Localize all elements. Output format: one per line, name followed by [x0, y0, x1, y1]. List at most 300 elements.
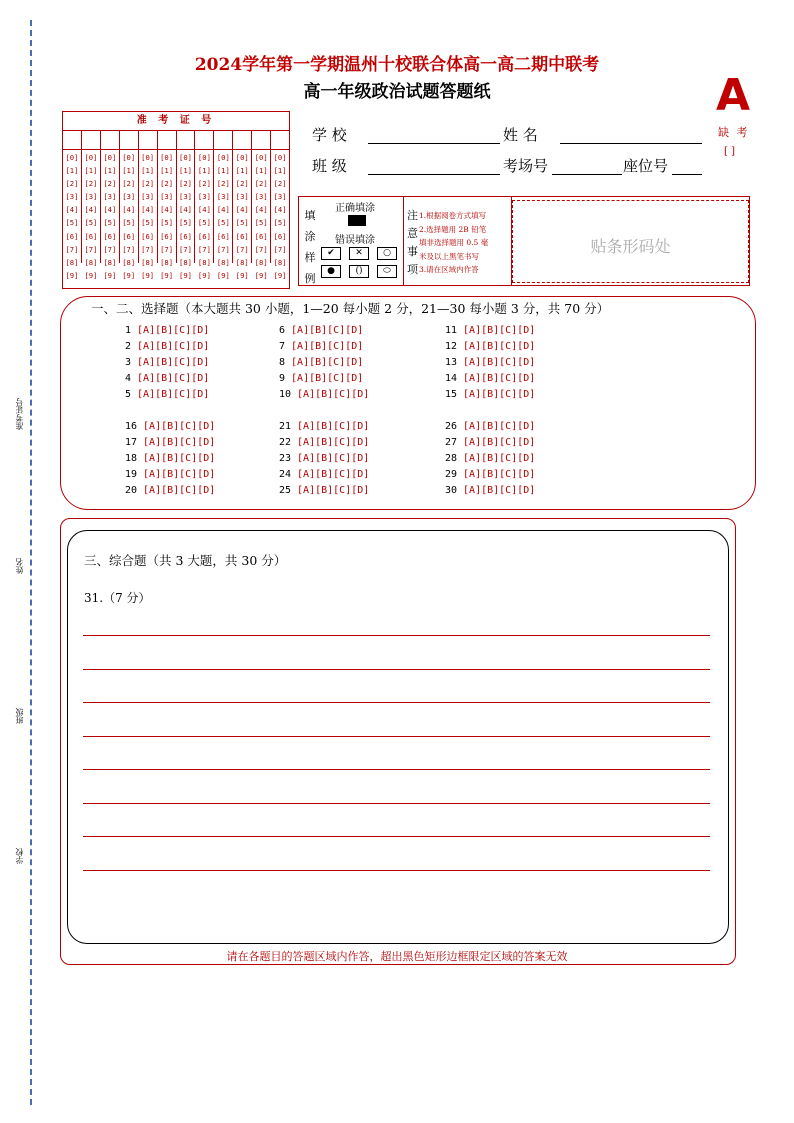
answer-bubbles[interactable]: [A][B][C][D]: [297, 453, 370, 464]
admission-digit-column: [214, 131, 233, 280]
answer-bubbles[interactable]: [A][B][C][D]: [143, 437, 216, 448]
digit-bubble[interactable]: [9]: [84, 270, 98, 280]
admission-digit-bubbles: [139, 150, 157, 282]
digit-bubble[interactable]: [2]: [122, 179, 136, 189]
digit-bubble[interactable]: [7]: [65, 244, 79, 254]
note-item: 1.根据阅卷方式填写: [419, 211, 487, 220]
exam-title: 2024学年第一学期温州十校联合体高一高二期中联考: [194, 55, 600, 75]
choice-question-6: [273, 325, 363, 336]
digit-bubble[interactable]: [3]: [216, 192, 230, 202]
margin-label-name: 姓名: [15, 558, 24, 574]
digit-bubble[interactable]: [4]: [65, 205, 79, 215]
admission-digit-write-box[interactable]: [120, 131, 138, 150]
question-number: 2: [124, 341, 131, 352]
school-field[interactable]: [368, 143, 500, 144]
digit-bubble[interactable]: [8]: [103, 257, 117, 267]
margin-label-class: 班级: [15, 708, 24, 724]
digit-bubble[interactable]: [7]: [197, 244, 211, 254]
answer-bubbles[interactable]: [A][B][C][D]: [297, 437, 370, 448]
question-number: 19: [124, 469, 137, 480]
digit-bubble[interactable]: [1]: [197, 166, 211, 176]
question-number: 4: [124, 373, 131, 384]
answer-line: [83, 702, 710, 703]
admission-digit-column: [63, 131, 82, 280]
digit-bubble[interactable]: [3]: [65, 192, 79, 202]
question-number: 14: [444, 373, 457, 384]
question-number: 18: [124, 453, 137, 464]
admission-digit-bubbles: [233, 150, 251, 282]
note-item: 3.请在区域内作答: [419, 265, 479, 274]
answer-bubbles[interactable]: [A][B][C][D]: [143, 469, 216, 480]
digit-bubble[interactable]: [1]: [235, 166, 249, 176]
digit-bubble[interactable]: [0]: [84, 153, 98, 162]
answer-bubbles[interactable]: [A][B][C][D]: [463, 453, 536, 464]
question-number: 23: [278, 453, 291, 464]
digit-bubble[interactable]: [1]: [141, 166, 155, 176]
question-number: 11: [444, 325, 457, 336]
digit-bubble[interactable]: [2]: [84, 179, 98, 189]
digit-bubble[interactable]: [7]: [235, 244, 249, 254]
digit-bubble[interactable]: [3]: [141, 192, 155, 202]
question-number: 27: [444, 437, 457, 448]
choice-question-4: [119, 373, 209, 384]
digit-bubble[interactable]: [5]: [273, 218, 287, 228]
digit-bubble[interactable]: [1]: [160, 166, 174, 176]
digit-bubble[interactable]: [6]: [235, 231, 249, 241]
answer-line: [83, 736, 710, 737]
digit-bubble[interactable]: [5]: [160, 218, 174, 228]
digit-bubble[interactable]: [2]: [141, 179, 155, 189]
digit-bubble[interactable]: [4]: [84, 205, 98, 215]
answer-bubbles[interactable]: [A][B][C][D]: [463, 469, 536, 480]
digit-bubble[interactable]: [6]: [254, 231, 268, 241]
answer-bubbles[interactable]: [A][B][C][D]: [297, 485, 370, 496]
answer-bubbles[interactable]: [A][B][C][D]: [463, 325, 536, 336]
essay-answer-area[interactable]: [67, 530, 729, 944]
digit-bubble[interactable]: [3]: [273, 192, 287, 202]
digit-bubble[interactable]: [9]: [197, 270, 211, 280]
answer-bubbles[interactable]: [A][B][C][D]: [297, 469, 370, 480]
question-number: 1: [124, 325, 131, 336]
digit-bubble[interactable]: [4]: [273, 205, 287, 215]
question-number: 5: [124, 389, 131, 400]
choice-question-23: [273, 453, 369, 464]
admission-digit-column: [195, 131, 214, 280]
digit-bubble[interactable]: [4]: [197, 205, 211, 215]
digit-bubble[interactable]: [9]: [235, 270, 249, 280]
digit-bubble[interactable]: [8]: [65, 257, 79, 267]
choice-question-29: [439, 469, 535, 480]
digit-bubble[interactable]: [7]: [84, 244, 98, 254]
version-letter: A: [716, 70, 751, 121]
admission-digit-bubbles: [158, 150, 176, 282]
correct-fill-label: 正确填涂: [335, 203, 375, 214]
wrong-mark-parens: (): [349, 265, 369, 278]
digit-bubble[interactable]: [4]: [254, 205, 268, 215]
notes-side-label: 注 意 事 项: [407, 209, 418, 276]
digit-bubble[interactable]: [9]: [216, 270, 230, 280]
admission-digit-column: [158, 131, 177, 280]
question-number: 21: [278, 421, 291, 432]
digit-bubble[interactable]: [1]: [122, 166, 136, 176]
choice-question-16: [119, 421, 215, 432]
digit-bubble[interactable]: [7]: [179, 244, 192, 254]
question-number: 22: [278, 437, 291, 448]
digit-bubble[interactable]: [2]: [273, 179, 287, 189]
digit-bubble[interactable]: [9]: [122, 270, 136, 280]
barcode-area: [512, 200, 749, 283]
digit-bubble[interactable]: [4]: [122, 205, 136, 215]
answer-line: [83, 669, 710, 670]
choice-question-1: [119, 325, 209, 336]
digit-bubble[interactable]: [7]: [122, 244, 136, 254]
sheet-subtitle: 高一年级政治试题答题纸: [303, 82, 491, 102]
digit-bubble[interactable]: [2]: [179, 179, 192, 189]
admission-digit-column: [271, 131, 289, 280]
digit-bubble[interactable]: [9]: [65, 270, 79, 280]
choice-question-12: [439, 341, 535, 352]
choice-section-title: 一、二、选择题（本大题共 30 小题，1—20 每小题 2 分，21—30 每小题 3 分，共 70 分）: [91, 301, 610, 316]
admission-digit-column: [233, 131, 252, 280]
school-label: 学 校: [312, 126, 347, 144]
choice-question-18: [119, 453, 215, 464]
digit-bubble[interactable]: [9]: [103, 270, 117, 280]
digit-bubble[interactable]: [8]: [141, 257, 155, 267]
question-number: 7: [278, 341, 285, 352]
digit-bubble[interactable]: [6]: [84, 231, 98, 241]
margin-label-admission: 准考证号: [15, 398, 24, 430]
digit-bubble[interactable]: [3]: [103, 192, 117, 202]
digit-bubble[interactable]: [5]: [254, 218, 268, 228]
digit-bubble[interactable]: [5]: [235, 218, 249, 228]
digit-bubble[interactable]: [7]: [254, 244, 268, 254]
admission-digit-write-box[interactable]: [101, 131, 119, 150]
digit-bubble[interactable]: [8]: [235, 257, 249, 267]
digit-bubble[interactable]: [0]: [103, 153, 117, 162]
answer-bubbles[interactable]: [A][B][C][D]: [463, 373, 536, 384]
question-number: 26: [444, 421, 457, 432]
question-number: 10: [278, 389, 291, 400]
admission-digit-bubbles: [101, 150, 119, 282]
admission-grid-columns: [63, 131, 289, 280]
digit-bubble[interactable]: [6]: [216, 231, 230, 241]
digit-bubble[interactable]: [1]: [103, 166, 117, 176]
absent-checkbox[interactable]: [ ]: [724, 146, 735, 157]
choice-question-8: [273, 357, 363, 368]
admission-digit-column: [139, 131, 158, 280]
digit-bubble[interactable]: [3]: [235, 192, 249, 202]
digit-bubble[interactable]: [7]: [103, 244, 117, 254]
choice-question-2: [119, 341, 209, 352]
answer-bubbles[interactable]: [A][B][C][D]: [143, 453, 216, 464]
digit-bubble[interactable]: [5]: [141, 218, 155, 228]
digit-bubble[interactable]: [1]: [273, 166, 287, 176]
choice-question-30: [439, 485, 535, 496]
answer-bubbles[interactable]: [A][B][C][D]: [291, 357, 364, 368]
digit-bubble[interactable]: [0]: [254, 153, 268, 162]
admission-digit-write-box[interactable]: [177, 131, 195, 150]
question-number: 9: [278, 373, 285, 384]
wrong-mark-circle: ○: [377, 247, 397, 260]
name-label: 姓 名: [503, 126, 538, 144]
answer-bubbles[interactable]: [A][B][C][D]: [291, 325, 364, 336]
choice-question-19: [119, 469, 215, 480]
wrong-mark-ellipse: ⬭: [377, 265, 397, 278]
absent-label: 缺 考: [718, 126, 750, 139]
digit-bubble[interactable]: [2]: [235, 179, 249, 189]
digit-bubble[interactable]: [4]: [216, 205, 230, 215]
digit-bubble[interactable]: [2]: [197, 179, 211, 189]
margin-label-school: 学校: [15, 848, 24, 864]
exam-room-field[interactable]: [552, 174, 622, 175]
digit-bubble[interactable]: [3]: [197, 192, 211, 202]
digit-bubble[interactable]: [8]: [197, 257, 211, 267]
choice-question-14: [439, 373, 535, 384]
admission-digit-bubbles: [82, 150, 100, 282]
choice-question-22: [273, 437, 369, 448]
digit-bubble[interactable]: [5]: [84, 218, 98, 228]
digit-bubble[interactable]: [6]: [122, 231, 136, 241]
answer-bubbles[interactable]: [A][B][C][D]: [463, 341, 536, 352]
digit-bubble[interactable]: [0]: [179, 153, 192, 162]
admission-digit-bubbles: [120, 150, 138, 282]
barcode-label: 贴条形码处: [590, 237, 671, 256]
digit-bubble[interactable]: [2]: [254, 179, 268, 189]
digit-bubble[interactable]: [5]: [122, 218, 136, 228]
digit-bubble[interactable]: [0]: [122, 153, 136, 162]
digit-bubble[interactable]: [0]: [197, 153, 211, 162]
digit-bubble[interactable]: [5]: [103, 218, 117, 228]
admission-digit-column: [120, 131, 139, 280]
correct-fill-example: [348, 215, 366, 226]
answer-bubbles[interactable]: [A][B][C][D]: [463, 389, 536, 400]
admission-digit-column: [82, 131, 101, 280]
digit-bubble[interactable]: [8]: [254, 257, 268, 267]
admission-digit-bubbles: [195, 150, 213, 282]
question-number: 8: [278, 357, 285, 368]
answer-bubbles[interactable]: [A][B][C][D]: [463, 485, 536, 496]
admission-digit-write-box[interactable]: [233, 131, 251, 150]
footer-warning: 请在各题目的答题区域内作答，超出黑色矩形边框限定区域的答案无效: [226, 950, 568, 963]
choice-question-21: [273, 421, 369, 432]
digit-bubble[interactable]: [9]: [273, 270, 287, 280]
question-31-label: 31.（7 分）: [84, 591, 151, 605]
digit-bubble[interactable]: [2]: [65, 179, 79, 189]
cut-line: [30, 20, 32, 1105]
exam-room-label: 考场号: [503, 157, 549, 175]
choice-question-17: [119, 437, 215, 448]
question-number: 17: [124, 437, 137, 448]
digit-bubble[interactable]: [4]: [179, 205, 192, 215]
digit-bubble[interactable]: [6]: [179, 231, 192, 241]
digit-bubble[interactable]: [8]: [160, 257, 174, 267]
wrong-mark-cross: ✕: [349, 247, 369, 260]
digit-bubble[interactable]: [9]: [160, 270, 174, 280]
note-item: 2.选择题用 2B 铅笔: [419, 224, 487, 234]
notes-list: [419, 209, 488, 277]
note-item: 米及以上黑笔书写: [419, 251, 479, 261]
digit-bubble[interactable]: [7]: [216, 244, 230, 254]
class-field[interactable]: [368, 174, 500, 175]
digit-bubble[interactable]: [8]: [179, 257, 192, 267]
answer-bubbles[interactable]: [A][B][C][D]: [137, 325, 210, 336]
question-number: 28: [444, 453, 457, 464]
seat-label: 座位号: [623, 157, 669, 175]
admission-digit-column: [101, 131, 120, 280]
digit-bubble[interactable]: [1]: [254, 166, 268, 176]
question-number: 16: [124, 421, 137, 432]
digit-bubble[interactable]: [8]: [122, 257, 136, 267]
answer-line: [83, 635, 710, 636]
choice-question-27: [439, 437, 535, 448]
answer-bubbles[interactable]: [A][B][C][D]: [143, 485, 216, 496]
choice-section: [60, 296, 756, 510]
admission-digit-write-box[interactable]: [252, 131, 270, 150]
fill-sample-side-label: 填 涂 样 例: [304, 209, 316, 285]
admission-digit-column: [177, 131, 196, 280]
answer-line: [83, 769, 710, 770]
admission-digit-write-box[interactable]: [63, 131, 81, 150]
digit-bubble[interactable]: [2]: [216, 179, 230, 189]
answer-bubbles[interactable]: [A][B][C][D]: [463, 437, 536, 448]
choice-question-20: [119, 485, 215, 496]
digit-bubble[interactable]: [9]: [141, 270, 155, 280]
digit-bubble[interactable]: [3]: [179, 192, 192, 202]
digit-bubble[interactable]: [2]: [103, 179, 117, 189]
question-number: 3: [124, 357, 131, 368]
answer-bubbles[interactable]: [A][B][C][D]: [297, 389, 370, 400]
digit-bubble[interactable]: [0]: [65, 153, 79, 162]
admission-number-grid: [62, 111, 290, 289]
admission-digit-bubbles: [63, 150, 81, 282]
answer-line: [83, 870, 710, 871]
question-number: 13: [444, 357, 457, 368]
answer-line: [83, 803, 710, 804]
admission-digit-write-box[interactable]: [139, 131, 157, 150]
question-number: 6: [278, 325, 285, 336]
admission-digit-write-box[interactable]: [82, 131, 100, 150]
digit-bubble[interactable]: [0]: [160, 153, 174, 162]
question-number: 30: [444, 485, 457, 496]
admission-grid-title: 准 考 证 号: [63, 112, 289, 131]
digit-bubble[interactable]: [6]: [160, 231, 174, 241]
question-number: 29: [444, 469, 457, 480]
choice-question-7: [273, 341, 363, 352]
answer-bubbles[interactable]: [A][B][C][D]: [137, 341, 210, 352]
digit-bubble[interactable]: [1]: [179, 166, 192, 176]
question-number: 12: [444, 341, 457, 352]
answer-bubbles[interactable]: [A][B][C][D]: [137, 357, 210, 368]
admission-digit-write-box[interactable]: [271, 131, 289, 150]
digit-bubble[interactable]: [6]: [273, 231, 287, 241]
digit-bubble[interactable]: [0]: [273, 153, 287, 162]
answer-bubbles[interactable]: [A][B][C][D]: [291, 341, 364, 352]
admission-digit-write-box[interactable]: [195, 131, 213, 150]
choice-question-11: [439, 325, 535, 336]
digit-bubble[interactable]: [7]: [141, 244, 155, 254]
digit-bubble[interactable]: [3]: [160, 192, 174, 202]
digit-bubble[interactable]: [9]: [254, 270, 268, 280]
digit-bubble[interactable]: [0]: [235, 153, 249, 162]
question-number: 20: [124, 485, 137, 496]
class-label: 班 级: [312, 157, 347, 175]
digit-bubble[interactable]: [6]: [65, 231, 79, 241]
digit-bubble[interactable]: [4]: [160, 205, 174, 215]
digit-bubble[interactable]: [5]: [65, 218, 79, 228]
choice-question-25: [273, 485, 369, 496]
digit-bubble[interactable]: [0]: [141, 153, 155, 162]
digit-bubble[interactable]: [7]: [160, 244, 174, 254]
digit-bubble[interactable]: [8]: [216, 257, 230, 267]
digit-bubble[interactable]: [2]: [160, 179, 174, 189]
digit-bubble[interactable]: [3]: [254, 192, 268, 202]
seat-field[interactable]: [672, 174, 702, 175]
digit-bubble[interactable]: [7]: [273, 244, 287, 254]
digit-bubble[interactable]: [9]: [179, 270, 192, 280]
wrong-mark-check: ✔: [321, 247, 341, 260]
digit-bubble[interactable]: [6]: [103, 231, 117, 241]
admission-digit-write-box[interactable]: [214, 131, 232, 150]
question-number: 15: [444, 389, 457, 400]
wrong-mark-dot: ●: [321, 265, 341, 278]
digit-bubble[interactable]: [0]: [216, 153, 230, 162]
choice-question-5: [119, 389, 209, 400]
answer-bubbles[interactable]: [A][B][C][D]: [463, 421, 536, 432]
choice-question-28: [439, 453, 535, 464]
digit-bubble[interactable]: [4]: [235, 205, 249, 215]
choice-question-10: [273, 389, 369, 400]
question-number: 24: [278, 469, 291, 480]
admission-digit-write-box[interactable]: [158, 131, 176, 150]
answer-line: [83, 836, 710, 837]
note-item: 填非选择题用 0.5 毫: [419, 238, 489, 247]
answer-bubbles[interactable]: [A][B][C][D]: [143, 421, 216, 432]
digit-bubble[interactable]: [5]: [216, 218, 230, 228]
digit-bubble[interactable]: [6]: [141, 231, 155, 241]
choice-question-3: [119, 357, 209, 368]
digit-bubble[interactable]: [1]: [84, 166, 98, 176]
digit-bubble[interactable]: [8]: [273, 257, 287, 267]
digit-bubble[interactable]: [1]: [65, 166, 79, 176]
admission-digit-bubbles: [214, 150, 232, 282]
wrong-fill-label: 错误填涂: [335, 235, 375, 246]
choice-question-15: [439, 389, 535, 400]
answer-bubbles[interactable]: [A][B][C][D]: [291, 373, 364, 384]
essay-section-title: 三、综合题（共 3 大题，共 30 分）: [84, 553, 287, 568]
admission-digit-bubbles: [252, 150, 270, 282]
admission-digit-column: [252, 131, 271, 280]
digit-bubble[interactable]: [5]: [197, 218, 211, 228]
digit-bubble[interactable]: [3]: [84, 192, 98, 202]
digit-bubble[interactable]: [6]: [197, 231, 211, 241]
question-number: 25: [278, 485, 291, 496]
answer-bubbles[interactable]: [A][B][C][D]: [297, 421, 370, 432]
digit-bubble[interactable]: [3]: [122, 192, 136, 202]
digit-bubble[interactable]: [8]: [84, 257, 98, 267]
divider: [403, 197, 404, 285]
answer-bubbles[interactable]: [A][B][C][D]: [137, 373, 210, 384]
fill-sample-box: [298, 196, 750, 286]
admission-digit-bubbles: [271, 150, 289, 282]
answer-bubbles[interactable]: [A][B][C][D]: [137, 389, 210, 400]
choice-question-13: [439, 357, 535, 368]
digit-bubble[interactable]: [5]: [179, 218, 192, 228]
answer-bubbles[interactable]: [A][B][C][D]: [463, 357, 536, 368]
digit-bubble[interactable]: [1]: [216, 166, 230, 176]
digit-bubble[interactable]: [4]: [141, 205, 155, 215]
digit-bubble[interactable]: [4]: [103, 205, 117, 215]
name-field[interactable]: [560, 143, 702, 144]
